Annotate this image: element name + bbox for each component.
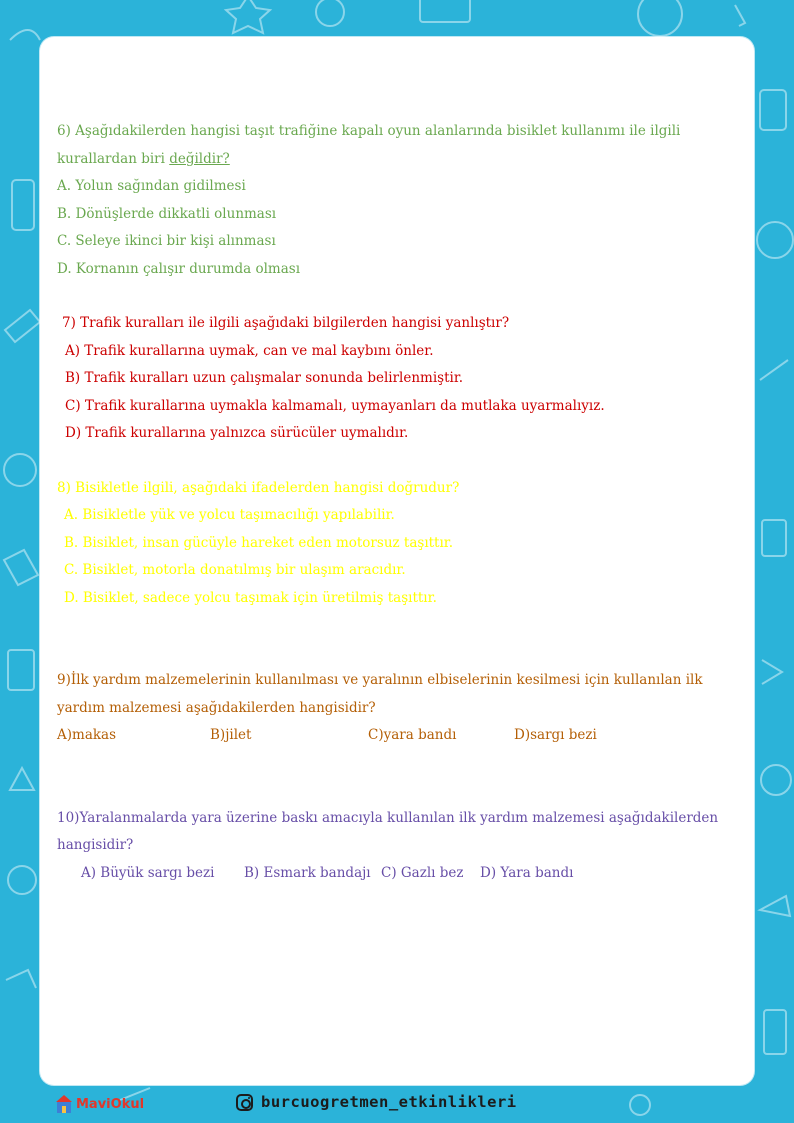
question-6-text xyxy=(57,118,737,173)
question-7-option-a: A) Trafik kurallarına uymak, can ve mal kaybını önler. xyxy=(65,342,434,359)
maviokul-logo xyxy=(55,1094,144,1114)
question-7 xyxy=(57,310,737,448)
question-9-option-c: C)yara bandı xyxy=(368,727,457,743)
question-7-option-b: B) Trafik kuralları uzun çalışmalar sonunda belirlenmiştir. xyxy=(65,370,464,386)
question-6-option-d: D. Kornanın çalışır durumda olması xyxy=(57,260,301,277)
question-9-option-a: A)makas xyxy=(57,727,117,743)
social-handle-text: burcuogretmen_etkinlikleri xyxy=(261,1093,517,1111)
question-6-emphasis: değildir? xyxy=(169,150,230,167)
question-10-text: 10)Yaralanmalarda yara üzerine baskı amacıyla kullanılan ilk yardım malzemesi aşağıdakilerden hangisidir? xyxy=(57,809,719,853)
question-7-option-c: C) Trafik kurallarına uymakla kalmamalı, uymayanları da mutlaka uyarmalıyız. xyxy=(65,397,605,414)
question-8-option-b: B. Bisiklet, insan gücüyle hareket eden motorsuz taşıttır. xyxy=(64,534,454,551)
question-6-option-c: C. Seleye ikinci bir kişi alınması xyxy=(57,233,276,249)
question-9 xyxy=(57,667,737,750)
question-10-options xyxy=(57,860,737,888)
question-6 xyxy=(57,118,737,283)
question-8-text: 8) Bisikletle ilgili, aşağıdaki ifadelerden hangisi doğrudur? xyxy=(57,479,460,496)
question-9-option-b: B)jilet xyxy=(210,727,252,743)
question-7-option-d: D) Trafik kurallarına yalnızca sürücüler uymalıdır. xyxy=(65,425,409,441)
question-9-option-d: D)sargı bezi xyxy=(514,727,597,743)
question-6-option-b: B. Dönüşlerde dikkatli olunması xyxy=(57,205,277,222)
question-9-options xyxy=(57,722,737,750)
question-7-text: 7) Trafik kuralları ile ilgili aşağıdaki bilgilerden hangisi yanlıştır? xyxy=(62,315,510,331)
question-8-option-c: C. Bisiklet, motorla donatılmış bir ulaşım aracıdır. xyxy=(64,562,406,578)
social-handle[interactable] xyxy=(236,1093,517,1111)
question-10-option-a: A) Büyük sargı bezi xyxy=(81,864,215,881)
worksheet-content xyxy=(57,118,737,887)
instagram-icon xyxy=(236,1094,253,1111)
question-8 xyxy=(57,475,737,613)
footer xyxy=(0,1088,794,1123)
question-10-option-b: B) Esmark bandajı xyxy=(244,864,371,881)
question-6-stem: 6) Aşağıdakilerden hangisi taşıt trafiğine kapalı oyun alanlarında bisiklet kullanımı ile ilgili kurallardan biri xyxy=(57,123,681,167)
question-8-option-a: A. Bisikletle yük ve yolcu taşımacılığı yapılabilir. xyxy=(64,507,395,523)
school-logo-icon xyxy=(55,1094,73,1114)
question-10-option-c: C) Gazlı bez xyxy=(381,864,464,881)
question-10-option-d: D) Yara bandı xyxy=(480,864,574,881)
question-10 xyxy=(57,805,737,888)
question-8-option-d: D. Bisiklet, sadece yolcu taşımak için üretilmiş taşıttır. xyxy=(64,589,437,606)
question-6-option-a: A. Yolun sağından gidilmesi xyxy=(57,178,246,194)
logo-text: MaviOkul xyxy=(76,1096,145,1112)
question-9-text: 9)İlk yardım malzemelerinin kullanılması ve yaralının elbiselerinin kesilmesi için kullanılan ilk yardım malzemesi aşağıdakilerden hangisidir? xyxy=(57,672,703,716)
